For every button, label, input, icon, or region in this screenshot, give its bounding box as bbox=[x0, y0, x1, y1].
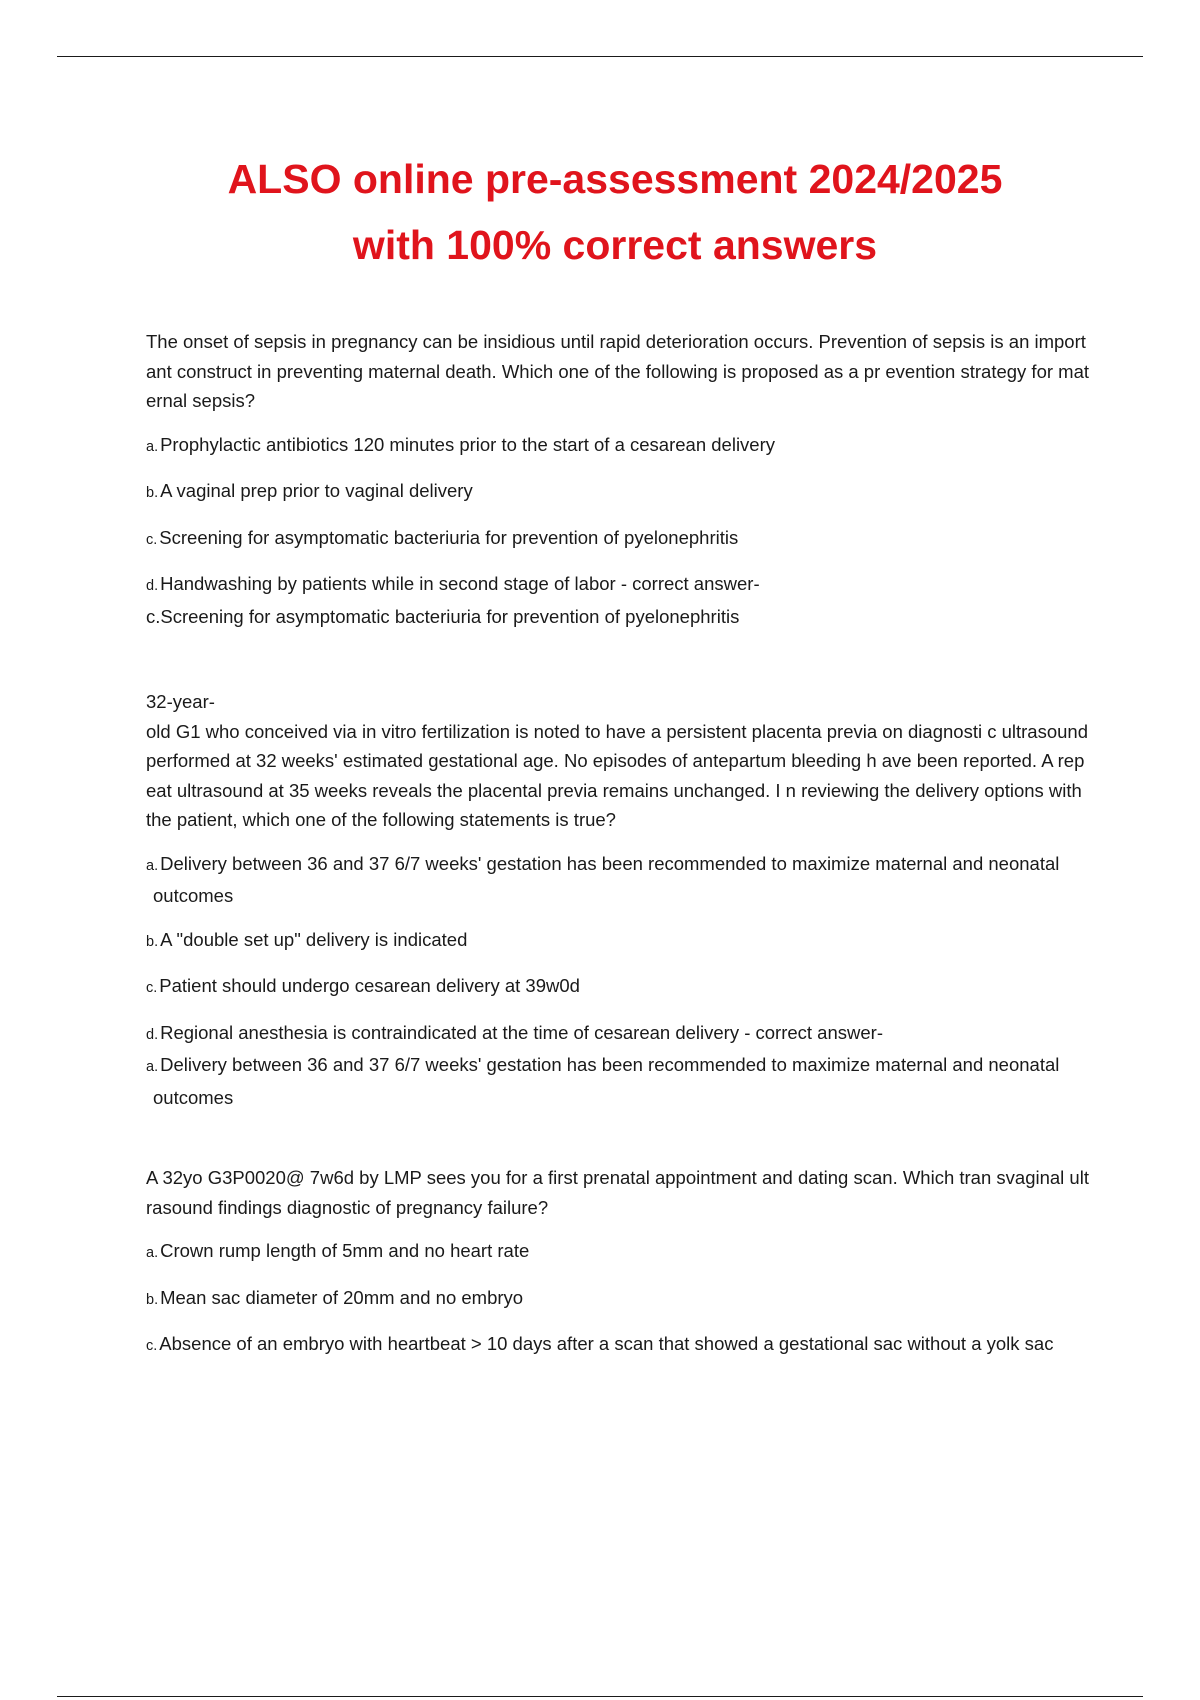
option-letter: c. bbox=[146, 1338, 158, 1354]
option-letter: a. bbox=[146, 857, 159, 874]
option-letter: b. bbox=[146, 933, 159, 950]
question-3 bbox=[146, 1163, 1090, 1362]
top-rule bbox=[57, 56, 1143, 57]
option-text: Prophylactic antibiotics 120 minutes prior to the start of a cesarean delivery bbox=[160, 433, 776, 455]
option-text: Absence of an embryo with heartbeat > 10 days after a scan that showed a gestational sac without a yolk sac bbox=[159, 1333, 1054, 1354]
title-line-1: ALSO online pre-assessment 2024/2025 bbox=[227, 156, 1003, 202]
question-3-option-a bbox=[146, 1236, 1090, 1269]
question-1-option-b bbox=[146, 476, 1090, 509]
question-2-option-b bbox=[146, 925, 1090, 958]
option-text: Regional anesthesia is contraindicated at the time of cesarean delivery - correct answer- bbox=[160, 1021, 883, 1043]
option-text: Handwashing by patients while in second stage of labor - correct answer- bbox=[160, 573, 760, 594]
question-3-option-c bbox=[146, 1329, 1090, 1362]
document-title bbox=[0, 146, 1200, 278]
option-text: Delivery between 36 and 37 6/7 weeks' gestation has been recommended to maximize maternal and neonatal outcomes bbox=[153, 852, 1060, 906]
option-letter: b. bbox=[146, 485, 159, 501]
question-1-option-a bbox=[146, 430, 1090, 463]
question-2-prefix: 32-year- bbox=[146, 691, 215, 712]
question-2-option-c bbox=[146, 971, 1090, 1004]
title-line-2: with 100% correct answers bbox=[352, 222, 878, 268]
option-letter: a. bbox=[146, 1245, 159, 1261]
option-letter: c. bbox=[146, 531, 158, 548]
option-text: Delivery between 36 and 37 6/7 weeks' gestation has been recommended to maximize maternal and neonatal outcomes bbox=[153, 1054, 1060, 1108]
question-2-text: old G1 who conceived via in vitro fertilization is noted to have a persistent placenta previa on diagnosti c ultrasound performed at 32 weeks' estimated gestational age. No episodes of antepartum bleeding h ave been reported. A repeat ultrasound at 35 weeks reveals the placental previa remains unchanged. I n reviewing the delivery options with the patient, which one of the following statements is true? bbox=[146, 720, 1088, 830]
question-1-option-d bbox=[146, 569, 1090, 602]
question-2-option-a bbox=[146, 849, 1090, 911]
question-2-option-d bbox=[146, 1018, 1090, 1051]
option-letter: b. bbox=[146, 1291, 159, 1308]
option-letter: a. bbox=[146, 1059, 159, 1075]
option-text: A "double set up" delivery is indicated bbox=[160, 928, 468, 950]
option-text: Screening for asymptomatic bacteriuria for prevention of pyelonephritis bbox=[159, 526, 739, 548]
option-text: Patient should undergo cesarean delivery at 39w0d bbox=[159, 975, 580, 996]
option-letter: a. bbox=[146, 438, 159, 455]
option-letter: d. bbox=[146, 578, 159, 594]
question-3-option-b bbox=[146, 1283, 1090, 1316]
option-text: Crown rump length of 5mm and no heart rate bbox=[160, 1240, 530, 1261]
question-2 bbox=[146, 687, 1090, 1112]
option-letter: c. bbox=[146, 980, 158, 996]
option-letter: d. bbox=[146, 1026, 159, 1043]
option-text: Mean sac diameter of 20mm and no embryo bbox=[160, 1286, 524, 1308]
question-1-option-c bbox=[146, 523, 1090, 556]
question-1-text: The onset of sepsis in pregnancy can be insidious until rapid deterioration occurs. Prevention of sepsis is an important construct in preventing maternal death. Which one of the following is proposed as a pr evention strategy for maternal sepsis? bbox=[146, 331, 1089, 411]
question-1-answer: c.Screening for asymptomatic bacteriuria for prevention of pyelonephritis bbox=[146, 605, 740, 627]
question-1 bbox=[146, 327, 1090, 631]
option-text: A vaginal prep prior to vaginal delivery bbox=[160, 480, 473, 501]
question-2-answer bbox=[146, 1050, 1090, 1112]
bottom-rule bbox=[57, 1696, 1143, 1697]
question-3-text: A 32yo G3P0020@ 7w6d by LMP sees you for a first prenatal appointment and dating scan. Which tran svaginal ultrasound findings diagnostic of pregnancy failure? bbox=[146, 1167, 1089, 1218]
